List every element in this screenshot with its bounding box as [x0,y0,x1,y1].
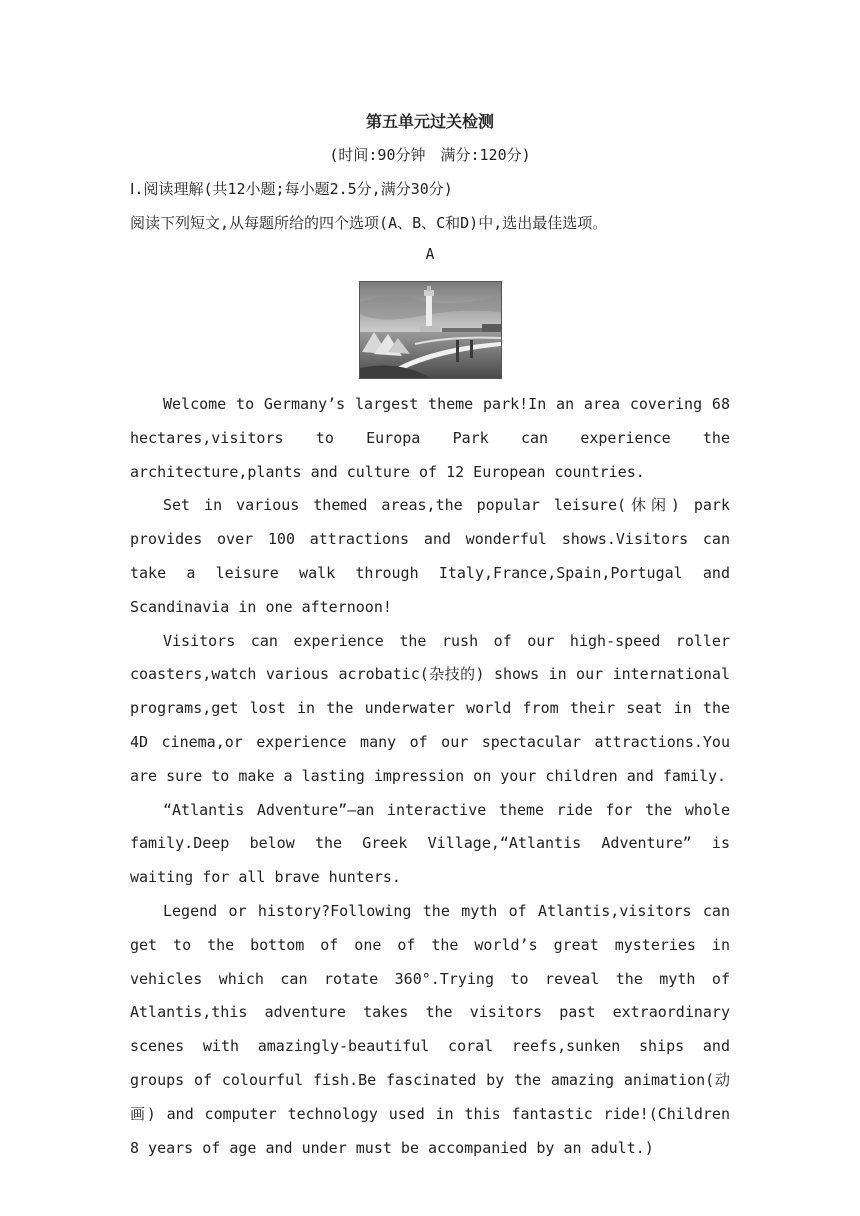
section-heading: Ⅰ.阅读理解(共12小题;每小题2.5分,满分30分) [130,180,453,198]
page-title: 第五单元过关检测 [365,112,494,131]
exam-time-score: (时间:90分钟 满分:120分) [329,146,531,164]
passage-paragraph-1: Welcome to Germany’s largest theme park!In an area covering 68 hectares,visitors to Europa Park can experience the architecture,plants and culture of 12 European countries. [130,395,730,481]
passage-paragraph-3: Visitors can experience the rush of our high-speed roller coasters,watch various acrobatic(杂技的) shows in our international programs,get lost in the underwater world from their seat in the 4D cinema,or experience many of our spectacular attractions.You are sure to make a lasting impression on your children and family. [130,631,730,785]
passage-paragraph-4: “Atlantis Adventure”—an interactive theme ride for the whole family.Deep below the Greek Village,“Atlantis Adventure” is waiting for all brave hunters. [130,800,730,887]
passage-paragraph-5: Legend or history?Following the myth of Atlantis,visitors can get to the bottom of one of the world’s great mysteries in vehicles which can rotate 360°.Trying to reveal the myth of Atlantis,this adventure takes the visitors past extraordinary scenes with amazingly-beautiful coral reefs,sunken ships and groups of colourful fish.Be fascinated by the amazing animation(动画) and computer technology used in this fantastic ride!(Children 8 years of age and under must be accompanied by an adult.) [130,901,730,1157]
section-instruction: 阅读下列短文,从每题所给的四个选项(A、B、C和D)中,选出最佳选项。 [130,214,608,232]
reading-passage [130,388,730,1165]
passage-paragraph-2: Set in various themed areas,the popular leisure(休闲) park provides over 100 attractions and wonderful shows.Visitors can take a leisure walk through Italy,France,Spain,Portugal and Scandinavia in one afternoon! [130,496,730,616]
passage-letter: A [425,245,435,263]
theme-park-photo [359,281,502,379]
